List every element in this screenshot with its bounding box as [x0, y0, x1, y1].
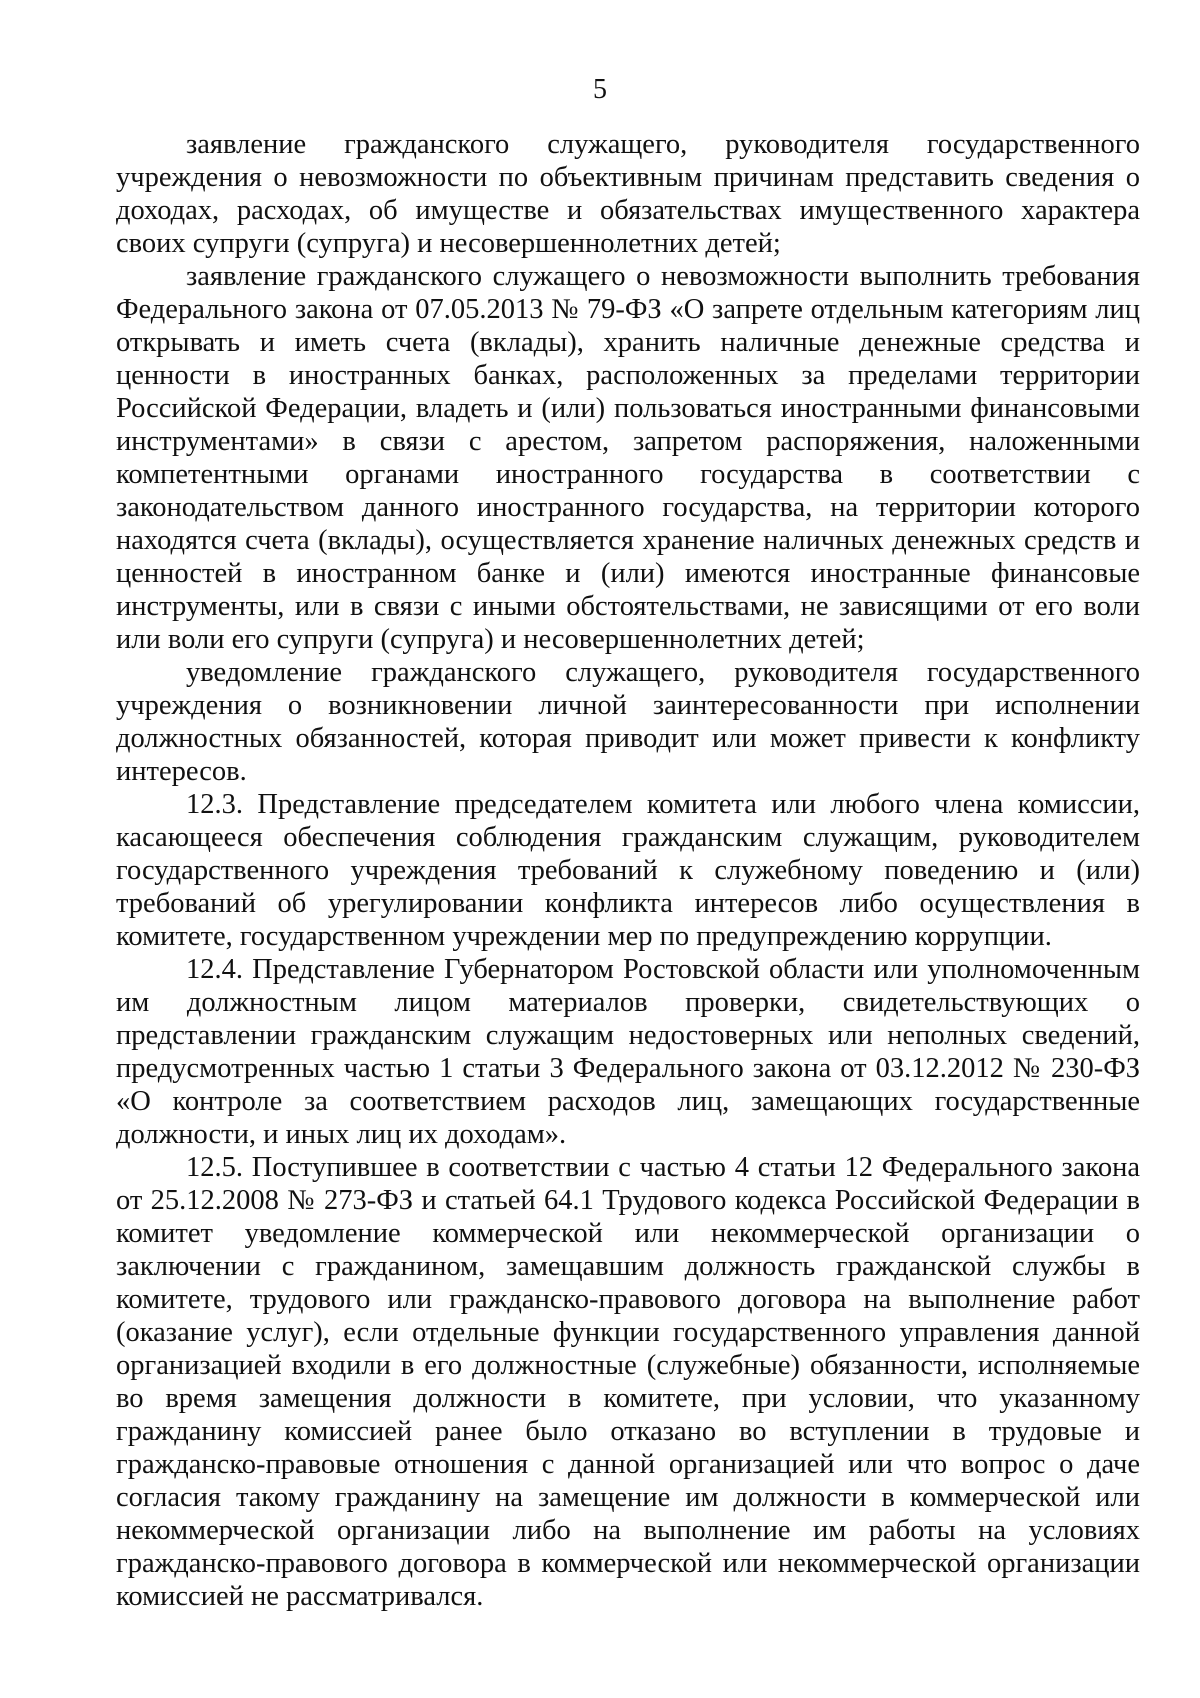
page-number: 5: [593, 74, 607, 105]
paragraph-statement-income-info: заявление гражданского служащего, руководителя государственного учреждения о невозможности по объективным причинам представить сведения о доходах, расходах, об имуществе и обязательствах имущественного характера своих супруги (супруга) и несовершеннолетних детей;: [116, 129, 1140, 259]
paragraph-notice-conflict-of-interest: уведомление гражданского служащего, руководителя государственного учреждения о возникновении личной заинтересованности при исполнении должностных обязанностей, которая приводит или может привести к конфликту интересов.: [116, 657, 1140, 787]
paragraph-item-12-5: 12.5. Поступившее в соответствии с частью 4 статьи 12 Федерального закона от 25.12.2008 № 273-ФЗ и статьей 64.1 Трудового кодекса Российской Федерации в комитет уведомление коммерческой или некоммерческой организации о заключении с гражданином, замещавшим должность гражданской службы в комитете, трудового или гражданско-правового договора на выполнение работ (оказание услуг), если отдельные функции государственного управления данной организацией входили в его должностные (служебные) обязанности, исполняемые во время замещения должности в комитете, при условии, что указанному гражданину комиссией ранее было отказано во вступлении в трудовые и гражданско-правовые отношения с данной организацией или что вопрос о даче согласия такому гражданину на замещение им должности в коммерческой или некоммерческой организации либо на выполнение им работы на условиях гражданско-правового договора в коммерческой или некоммерческой организации комиссией не рассматривался.: [116, 1152, 1140, 1612]
paragraph-statement-foreign-accounts: заявление гражданского служащего о невозможности выполнить требования Федерального закона от 07.05.2013 № 79-ФЗ «О запрете отдельным категориям лиц открывать и иметь счета (вклады), хранить наличные денежные средства и ценности в иностранных банках, расположенных за пределами территории Российской Федерации, владеть и (или) пользоваться иностранными финансовыми инструментами» в связи с арестом, запретом распоряжения, наложенными компетентными органами иностранного государства в соответствии с законодательством данного иностранного государства, на территории которого находятся счета (вклады), осуществляется хранение наличных денежных средств и ценностей в иностранном банке и (или) имеются иностранные финансовые инструменты, или в связи с иными обстоятельствами, не зависящими от его воли или воли его супруги (супруга) и несовершеннолетних детей;: [116, 261, 1140, 655]
paragraph-item-12-4: 12.4. Представление Губернатором Ростовской области или уполномоченным им должностным лицом материалов проверки, свидетельствующих о представлении гражданским служащим недостоверных или неполных сведений, предусмотренных частью 1 статьи 3 Федерального закона от 03.12.2012 № 230-ФЗ «О контроле за соответствием расходов лиц, замещающих государственные должности, и иных лиц их доходам».: [116, 954, 1140, 1150]
document-body: [116, 128, 1140, 1613]
paragraph-item-12-3: 12.3. Представление председателем комитета или любого члена комиссии, касающееся обеспечения соблюдения гражданским служащим, руководителем государственного учреждения требований к служебному поведению и (или) требований об урегулировании конфликта интересов либо осуществления в комитете, государственном учреждении мер по предупреждению коррупции.: [116, 789, 1140, 952]
